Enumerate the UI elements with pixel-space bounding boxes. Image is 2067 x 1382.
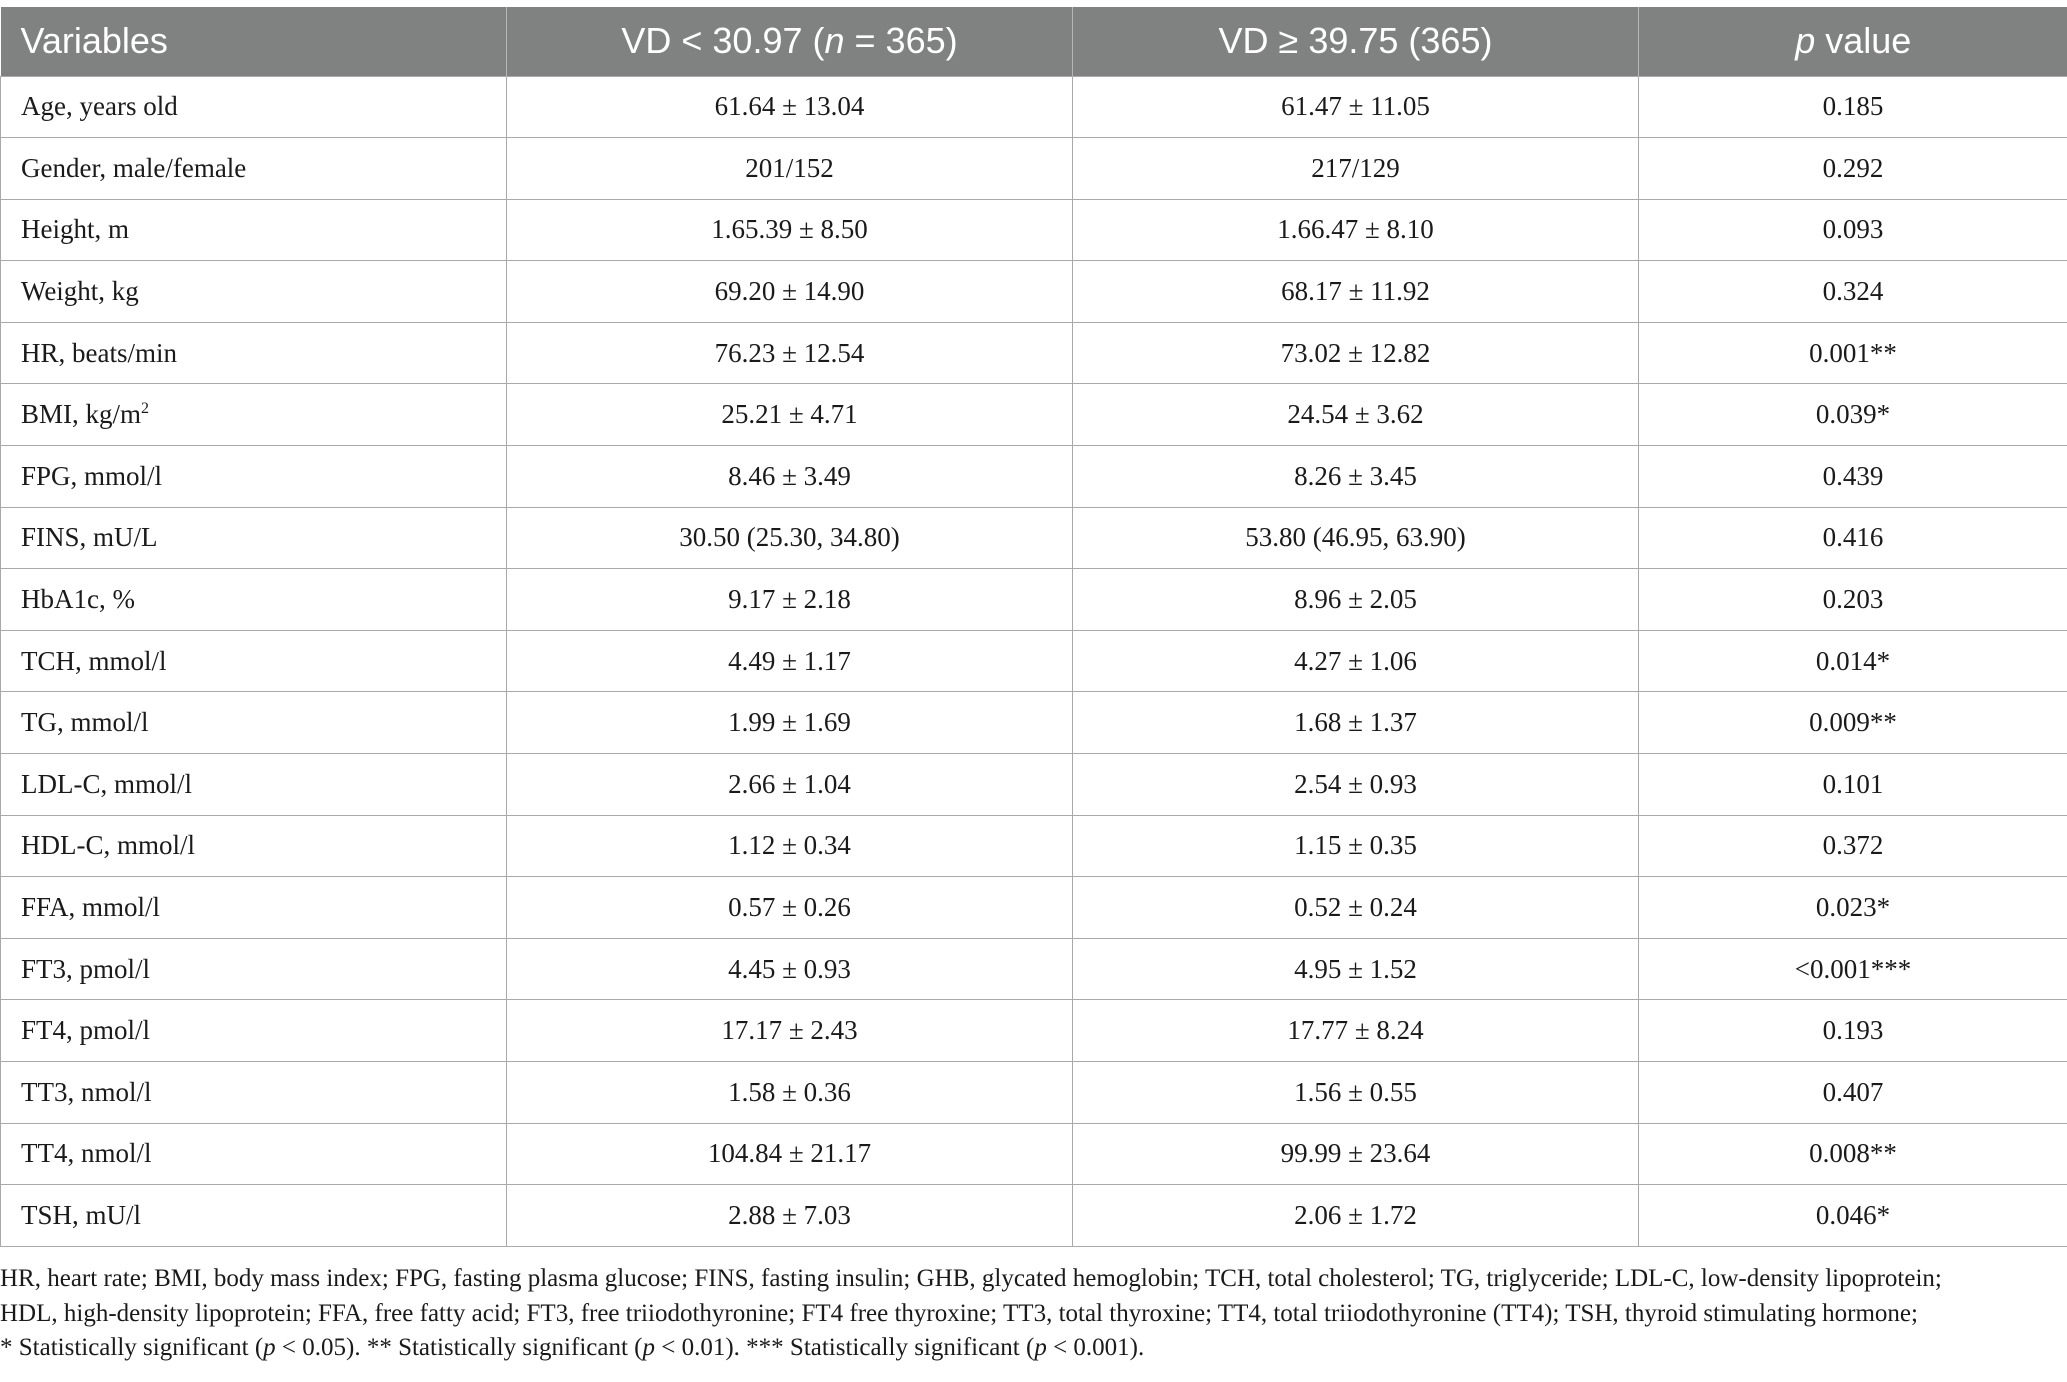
table-row [1,446,2067,508]
table-row [1,138,2067,200]
cell-p-value: 0.001** [1639,322,2067,384]
cell-variable [1,76,507,138]
cell-vd-high: 1.15 ± 0.35 [1073,815,1639,877]
cell-vd-low: 201/152 [507,138,1073,200]
variable-label: Height, m [21,214,129,245]
table-footnote [0,1262,2067,1366]
table-body [1,76,2067,1246]
table-row [1,507,2067,569]
header-text-suffix: = 365) [844,20,958,62]
variable-label: FFA, mmol/l [21,892,161,923]
cell-p-value: 0.416 [1639,507,2067,569]
cell-variable [1,877,507,939]
cell-vd-low: 2.88 ± 7.03 [507,1185,1073,1247]
cell-p-value: 0.372 [1639,815,2067,877]
table-row [1,938,2067,1000]
unit-superscript: 2 [141,400,150,418]
cell-variable [1,507,507,569]
cell-variable [1,384,507,446]
cell-vd-high: 4.27 ± 1.06 [1073,630,1639,692]
header-text: Variables [20,20,168,62]
cell-vd-low: 1.99 ± 1.69 [507,692,1073,754]
cell-vd-low: 61.64 ± 13.04 [507,76,1073,138]
table-row [1,76,2067,138]
cell-vd-low: 2.66 ± 1.04 [507,754,1073,816]
cell-vd-low: 9.17 ± 2.18 [507,569,1073,631]
cell-variable [1,199,507,261]
cell-variable [1,569,507,631]
table-row [1,322,2067,384]
cell-vd-high: 68.17 ± 11.92 [1073,261,1639,323]
variable-label: TT4, nmol/l [21,1138,152,1169]
footnote-italic-p: p [1034,1334,1047,1361]
table-header [1,7,2067,76]
footnote-italic-p: p [263,1334,276,1361]
variable-label: TT3, nmol/l [21,1076,152,1107]
header-italic-symbol: n [824,20,845,62]
table-row [1,1185,2067,1247]
cell-vd-high: 4.95 ± 1.52 [1073,938,1639,1000]
cell-variable [1,938,507,1000]
cell-vd-low: 8.46 ± 3.49 [507,446,1073,508]
table-row [1,569,2067,631]
footnote-line-1: HR, heart rate; BMI, body mass index; FPG, fasting plasma glucose; FINS, fasting insulin; GHB, glycated hemoglobin; TCH, total cholesterol; TG, triglyceride; LDL-C, low-density lipoprotein; [0,1265,1942,1292]
footnote-italic-p: p [642,1334,655,1361]
cell-p-value: 0.046* [1639,1185,2067,1247]
table-row [1,1062,2067,1124]
cell-p-value: 0.008** [1639,1123,2067,1185]
cell-vd-high: 2.06 ± 1.72 [1073,1185,1639,1247]
cell-vd-high: 73.02 ± 12.82 [1073,322,1639,384]
cell-p-value: 0.439 [1639,446,2067,508]
footnote-text: < 0.001). [1046,1334,1145,1361]
cell-variable [1,322,507,384]
header-row [1,7,2067,76]
cell-vd-low: 76.23 ± 12.54 [507,322,1073,384]
cell-variable [1,815,507,877]
cell-p-value: 0.203 [1639,569,2067,631]
cell-vd-low: 30.50 (25.30, 34.80) [507,507,1073,569]
table-row [1,877,2067,939]
cell-vd-low: 1.12 ± 0.34 [507,815,1073,877]
variable-label: HDL-C, mmol/l [21,830,195,861]
header-text: VD ≥ 39.75 (365) [1218,20,1493,62]
cell-vd-high: 61.47 ± 11.05 [1073,76,1639,138]
footnote-line-2: HDL, high-density lipoprotein; FFA, free fatty acid; FT3, free triiodothyronine; FT4 free thyroxine; TT3, total thyroxine; TT4, total triiodothyronine (TT4); TSH, thyroid stimulating hormone; [0,1299,1918,1327]
table-row [1,199,2067,261]
cell-vd-high: 2.54 ± 0.93 [1073,754,1639,816]
cell-variable [1,692,507,754]
header-p-value [1639,7,2067,76]
table-row [1,754,2067,816]
table-row [1,815,2067,877]
cell-p-value: 0.009** [1639,692,2067,754]
variable-label: Weight, kg [21,276,139,307]
header-variables [1,7,507,76]
header-vd-low [507,7,1073,76]
cell-p-value: 0.039* [1639,384,2067,446]
cell-vd-high: 24.54 ± 3.62 [1073,384,1639,446]
table-row [1,630,2067,692]
cell-p-value: 0.185 [1639,76,2067,138]
cell-vd-low: 17.17 ± 2.43 [507,1000,1073,1062]
cell-variable [1,630,507,692]
header-text: VD < 30.97 ( [621,20,825,62]
cell-vd-high: 217/129 [1073,138,1639,200]
data-table [0,7,2067,1247]
cell-vd-high: 53.80 (46.95, 63.90) [1073,507,1639,569]
header-italic-symbol: p [1795,20,1816,62]
variable-label: Gender, male/female [21,152,247,183]
variable-label: FT3, pmol/l [21,953,151,984]
variable-label: FPG, mmol/l [21,460,163,491]
cell-vd-high: 1.66.47 ± 8.10 [1073,199,1639,261]
header-vd-high [1073,7,1639,76]
cell-vd-low: 1.58 ± 0.36 [507,1062,1073,1124]
cell-p-value: 0.193 [1639,1000,2067,1062]
cell-vd-low: 1.65.39 ± 8.50 [507,199,1073,261]
cell-variable [1,138,507,200]
cell-vd-low: 104.84 ± 21.17 [507,1123,1073,1185]
table-container [0,7,2067,1247]
cell-p-value: 0.023* [1639,877,2067,939]
cell-vd-high: 17.77 ± 8.24 [1073,1000,1639,1062]
cell-p-value: <0.001*** [1639,938,2067,1000]
table-row [1,692,2067,754]
table-row [1,1000,2067,1062]
variable-label: FT4, pmol/l [21,1015,151,1046]
cell-p-value: 0.014* [1639,630,2067,692]
cell-vd-high: 8.96 ± 2.05 [1073,569,1639,631]
cell-vd-low: 69.20 ± 14.90 [507,261,1073,323]
cell-p-value: 0.407 [1639,1062,2067,1124]
variable-label: TCH, mmol/l [21,645,167,676]
footnote-text: * Statistically significant ( [0,1334,264,1361]
variable-label: FINS, mU/L [21,522,158,553]
cell-vd-low: 4.45 ± 0.93 [507,938,1073,1000]
cell-vd-high: 8.26 ± 3.45 [1073,446,1639,508]
table-row [1,1123,2067,1185]
variable-label: TG, mmol/l [21,707,149,738]
variable-label: Age, years old [21,91,178,122]
cell-p-value: 0.093 [1639,199,2067,261]
cell-p-value: 0.101 [1639,754,2067,816]
cell-variable [1,446,507,508]
cell-variable [1,1000,507,1062]
cell-p-value: 0.324 [1639,261,2067,323]
cell-variable [1,1123,507,1185]
variable-label: LDL-C, mmol/l [21,768,192,799]
variable-label: BMI, kg/m [21,399,142,430]
cell-vd-high: 0.52 ± 0.24 [1073,877,1639,939]
cell-vd-high: 1.56 ± 0.55 [1073,1062,1639,1124]
cell-vd-low: 25.21 ± 4.71 [507,384,1073,446]
table-row [1,384,2067,446]
cell-variable [1,1185,507,1247]
cell-variable [1,261,507,323]
cell-variable [1,754,507,816]
variable-label: HbA1c, % [21,584,135,615]
cell-vd-low: 0.57 ± 0.26 [507,877,1073,939]
header-text-suffix: value [1815,20,1912,62]
variable-label: HR, beats/min [21,337,177,368]
table-row [1,261,2067,323]
cell-variable [1,1062,507,1124]
footnote-line-3 [0,1331,2067,1366]
cell-vd-high: 1.68 ± 1.37 [1073,692,1639,754]
cell-vd-high: 99.99 ± 23.64 [1073,1123,1639,1185]
variable-label: TSH, mU/l [21,1199,142,1230]
cell-p-value: 0.292 [1639,138,2067,200]
footnote-text: < 0.01). *** Statistically significant ( [654,1334,1035,1361]
footnote-text: < 0.05). ** Statistically significant ( [275,1334,643,1361]
cell-vd-low: 4.49 ± 1.17 [507,630,1073,692]
